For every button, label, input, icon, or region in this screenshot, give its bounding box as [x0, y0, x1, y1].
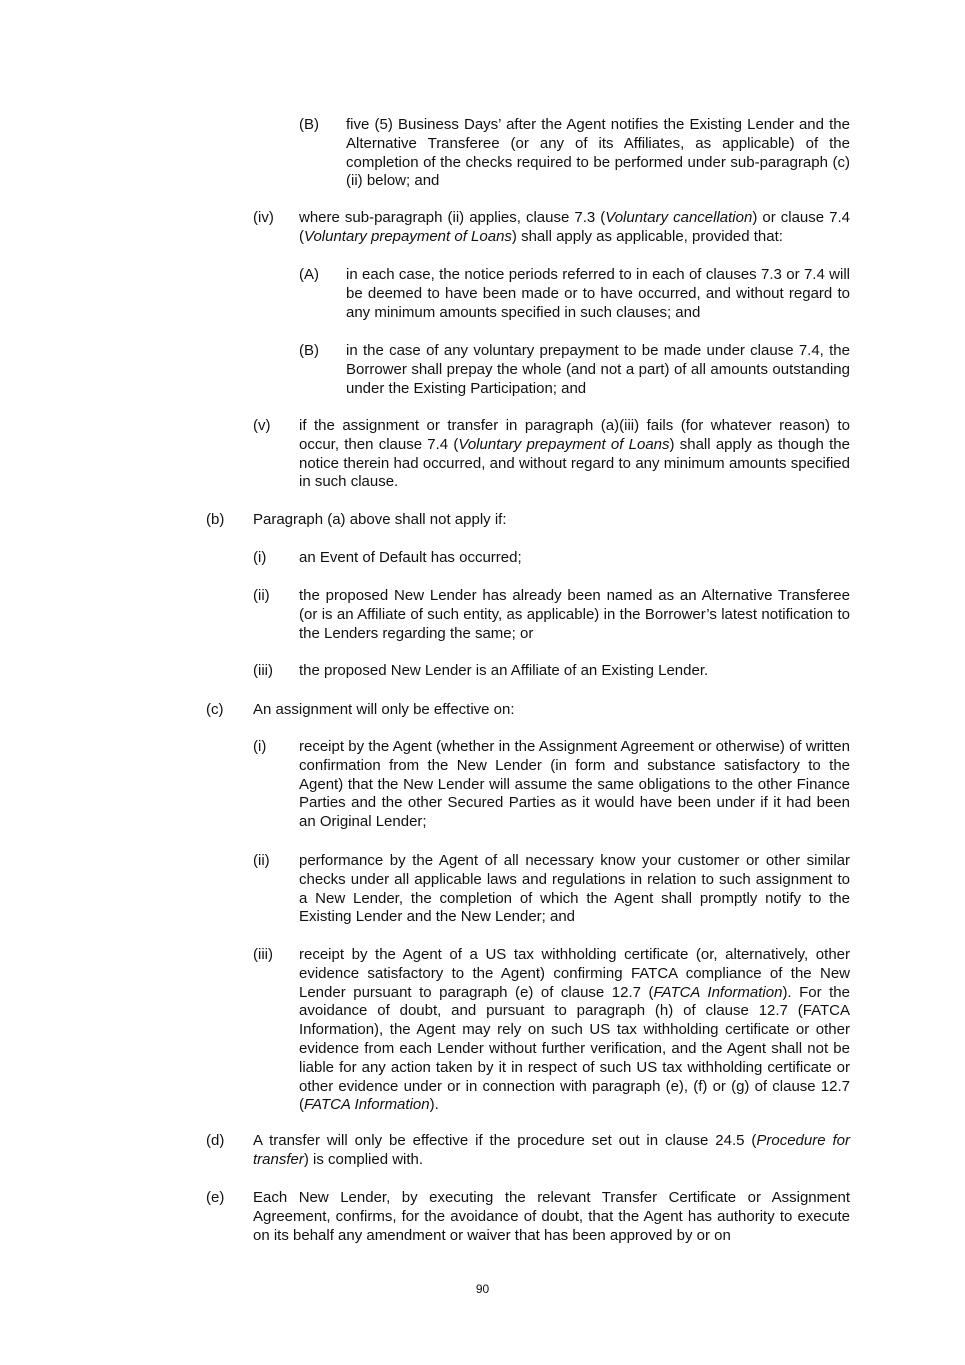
clause-text	[299, 417, 850, 492]
clause-text	[299, 587, 850, 643]
clause-label: (B)	[299, 116, 319, 133]
clause-label: (ii)	[253, 852, 270, 869]
clause-text	[346, 342, 850, 398]
italic-reference: FATCA Information	[653, 983, 783, 1001]
clause-label: (i)	[253, 738, 267, 755]
italic-reference: FATCA Information	[304, 1096, 430, 1114]
clause-label: (A)	[299, 266, 319, 283]
italic-reference: Procedure for transfer	[253, 1132, 850, 1168]
clause-label: (v)	[253, 417, 271, 434]
text-segment: ).	[429, 1096, 439, 1114]
clause-text	[299, 852, 850, 927]
text-segment: receipt by the Agent of a US tax withholding certificate (or, alternatively, other evidence satisfactory to the Agent) confirming FATCA compliance of the New Lender pursuant to paragraph (e) of clause 12.7 (	[299, 946, 850, 1001]
text-segment: ) shall apply as applicable, provided that:	[511, 227, 783, 245]
clause-label: (c)	[206, 701, 224, 718]
text-segment: ). For the avoidance of doubt, and pursuant to paragraph (h) of clause 12.7 (FATCA Information), the Agent may rely on such US tax withholding certificate or other evidence from each Lender without further verification, and the Agent shall not be liable for any action taken by it in respect of such US tax withholding certificate or other evidence under or in connection with paragraph (e), (f) or (g) of clause 12.7 (	[299, 983, 850, 1114]
clause-text	[253, 1189, 850, 1245]
text-segment: ) or clause 7.4 (	[299, 209, 850, 245]
italic-reference: Voluntary prepayment of Loans	[304, 227, 512, 245]
clause-label: (iii)	[253, 946, 273, 963]
clause-text	[346, 116, 850, 191]
clause-text	[299, 738, 850, 832]
text-segment: in the case of any voluntary prepayment to be made under clause 7.4, the Borrower shall prepay the whole (and not a part) of all amounts outstanding under the Existing Participation; and	[346, 342, 850, 397]
text-segment: receipt by the Agent (whether in the Assignment Agreement or otherwise) of written confirmation from the New Lender (in form and substance satisfactory to the Agent) that the New Lender will assume the same obligations to the other Finance Parties and the other Secured Parties as it would have been under if it had been an Original Lender;	[299, 738, 850, 831]
clause-text	[299, 662, 850, 681]
text-segment: Each New Lender, by executing the relevant Transfer Certificate or Assignment Agreement, confirms, for the avoidance of doubt, that the Agent has authority to execute on its behalf any amendment or waiver that has been approved by or on	[253, 1189, 850, 1244]
italic-reference: Voluntary prepayment of Loans	[458, 435, 670, 453]
clause-label: (iv)	[253, 209, 274, 226]
text-segment: ) is complied with.	[303, 1150, 424, 1168]
clause-text	[253, 511, 850, 530]
text-segment: ) shall apply as though the notice therein had occurred, and without regard to any minimum amounts specified in such clause.	[299, 435, 850, 491]
clause-text	[299, 946, 850, 1115]
text-segment: in each case, the notice periods referred to in each of clauses 7.3 or 7.4 will be deemed to have been made or to have occurred, and without regard to any minimum amounts specified in such clauses; and	[346, 266, 850, 321]
text-segment: where sub-paragraph (ii) applies, clause 7.3 (	[299, 209, 606, 226]
text-segment: Paragraph (a) above shall not apply if:	[253, 511, 507, 528]
clause-text	[299, 549, 850, 568]
clause-text	[253, 1132, 850, 1170]
page-number: 90	[475, 1282, 490, 1296]
text-segment: performance by the Agent of all necessary know your customer or other similar checks under all applicable laws and regulations in relation to such assignment to a New Lender, the completion of which the Agent shall promptly notify to the Existing Lender and the New Lender; and	[299, 852, 850, 926]
italic-reference: Voluntary cancellation	[605, 209, 753, 226]
text-segment: the proposed New Lender has already been named as an Alternative Transferee (or is an Affiliate of such entity, as applicable) in the Borrower’s latest notification to the Lenders regarding the same; or	[299, 587, 850, 642]
clause-text	[346, 266, 850, 322]
text-segment: An assignment will only be effective on:	[253, 701, 515, 718]
text-segment: the proposed New Lender is an Affiliate of an Existing Lender.	[299, 662, 709, 679]
text-segment: if the assignment or transfer in paragraph (a)(iii) fails (for whatever reason) to occur, then clause 7.4 (	[299, 417, 850, 453]
clause-label: (b)	[206, 511, 225, 528]
clause-text	[253, 701, 850, 720]
text-segment: A transfer will only be effective if the procedure set out in clause 24.5 (	[253, 1132, 757, 1149]
clause-label: (iii)	[253, 662, 273, 679]
clause-text	[299, 209, 850, 247]
clause-label: (i)	[253, 549, 267, 566]
text-segment: five (5) Business Days’ after the Agent notifies the Existing Lender and the Alternative Transferee (or any of its Affiliates, as applicable) of the completion of the checks required to be performed under sub-paragraph (c)(ii) below; and	[346, 116, 850, 190]
clause-label: (B)	[299, 342, 319, 359]
clause-label: (ii)	[253, 587, 270, 604]
text-segment: an Event of Default has occurred;	[299, 549, 522, 566]
clause-label: (e)	[206, 1189, 225, 1206]
clause-label: (d)	[206, 1132, 225, 1149]
